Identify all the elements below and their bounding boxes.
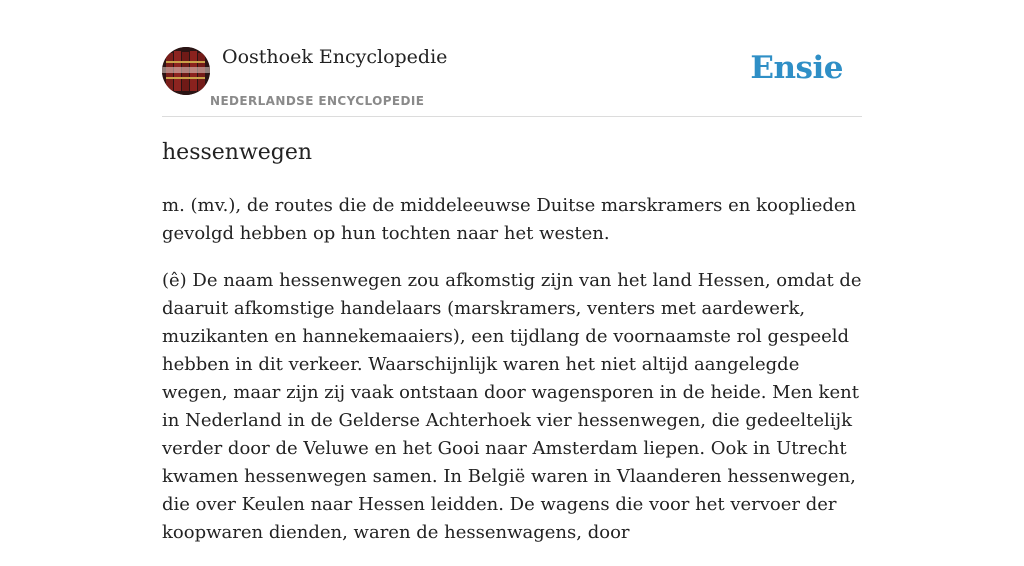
site-header	[162, 40, 862, 117]
encyclopedia-books-avatar[interactable]	[162, 47, 210, 95]
entry-title: hessenwegen	[162, 140, 313, 165]
site-title[interactable]: Oosthoek Encyclopedie	[222, 46, 448, 68]
entry-paragraph-definition: m. (mv.), de routes die de middeleeuwse Duitse marskramers en kooplieden gevolgd hebben op hun tochten naar het westen.	[162, 195, 857, 244]
site-subtitle: NEDERLANDSE ENCYCLOPEDIE	[210, 94, 425, 108]
ensie-logo-link[interactable]: Ensie	[750, 50, 843, 86]
entry-paragraph-body: (ê) De naam hessenwegen zou afkomstig zijn van het land Hessen, omdat de daaruit afkomstige handelaars (marskramers, venters met aardewerk, muzikanten en hannekemaaiers), een tijdlang de voornaamste rol gespeeld hebben in dit verkeer. Waarschijnlijk waren het niet altijd aangelegde wegen, maar zijn zij vaak ontstaan door wagensporen in de heide. Men kent in Nederland in de Gelderse Achterhoek vier hessenwegen, die gedeeltelijk verder door de Veluwe en het Gooi naar Amsterdam liepen. Ook in Utrecht kwamen hessenwegen samen. In België waren in Vlaanderen hessenwegen, die over Keulen naar Hessen leidden. De wagens die voor het vervoer der koopwaren dienden, waren de hessenwagens, door	[162, 270, 862, 543]
entry-content	[162, 192, 867, 566]
